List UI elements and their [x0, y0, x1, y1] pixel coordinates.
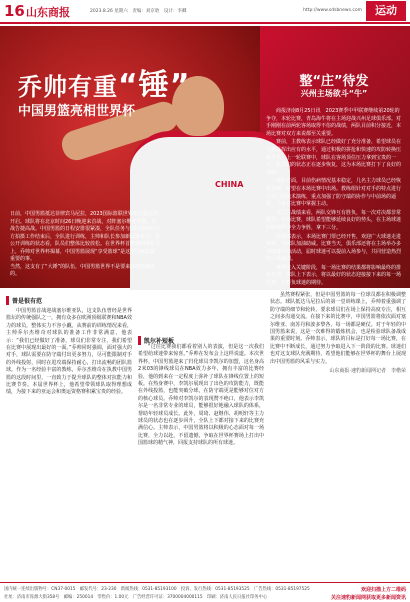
column-text: 虽然赛程紧张，但是中国男篮的每一位球员都在积极调整状态。球队抵达马尼拉后的第一堂训练课上，乔帅着重强调了防守端的细节和轮转，要求球员们在场上保持高度专注，相互之间多沟通交流。在接下来的比赛中，中国男篮将依次面对塞尔维亚、南苏丹和波多黎各，每一场都是硬仗。对于年轻的中国男篮来说，这是一次难得的锻炼机会，也是检验球队备战成果的重要时刻。乔帅表示，球队的目标是打好每一场比赛，在比赛中不断成长，通过努力争取进入下一阶段的比赛。球迷们也对这支球队充满期待，希望他们能够在世界杯的舞台上展现出中国男篮的风采与实力。: [270, 292, 406, 365]
sidebar-paragraph: 球队方面，目前伤病情况基本稳定，几名主力球员已经恢复合练，有望在本场比赛中出场。教练组针对对手的特点进行了专门的战术演练，重点加强了防守端的协作与中前场的逼抢，力求在比赛中掌握主动。: [266, 178, 402, 208]
footer-info-row: 国内统一连续出版物号：CN37-0015 邮发代号：23-230 新闻热线：0531-85193100 投诉、发行热线：0531-85193525 广告热线：0531-85197525: [4, 587, 310, 592]
article-column-2: [138, 332, 264, 448]
article-credit: 山东商报·速豹新闻网记者 李楷荣: [329, 368, 406, 375]
sidebar-subtitle: 兴州主场欲斗“牛”: [300, 89, 368, 98]
section-heading-2: 凯尔补短板: [138, 336, 174, 345]
headline: [18, 60, 190, 104]
sidebar-title: 整“庄”待发: [299, 74, 369, 89]
footer-slogan: 欢迎扫描上方二维码: [360, 587, 406, 593]
article-column-1: [6, 296, 132, 397]
column-text: 中国男篮首战迎战塞尔维亚队，这支队伍曾经是世界篮坛的传统强队之一，拥有众多在欧洲顶级联赛和NBA效力的球员，整体实力不容小觑。从赛前的训练情况来看，主帅乔尔杰维奇对球队的准备工作非常满意，他表示：“我们已经做好了准备，球员们非常专注，我们希望在比赛中展现出最好的一面。”乔帅同时强调，面对强大的对手，球队需要在防守端付出更多努力，尽可能限制对手的外线投射，同时在进攻端保持耐心，打出流畅的团队篮球。作为一名经验丰富的教练，乔尔杰维奇在执教中国男篮的这段时间里，一直致力于提升球队的整体对抗能力和比赛节奏。本届世界杯上，他希望带领球队取得理想成绩，为接下来的亚运会和奥运资格赛积累宝贵的经验。: [6, 308, 132, 396]
sidebar-paragraph: 商报济南8月25日讯 2023赛季中甲联赛继续第20轮的争夺，本轮比赛，青岛海牛将在主场迎战兴州足球俱乐部。对手刚刚在前两轮客场取得不俗的战绩，两队目前积分接近，本场比赛对双方来说都至关重要。: [266, 108, 402, 137]
sidebar-paragraph: 从过往战绩来看，两队交锋互有胜负，每一次对决都非常激烈。本场比赛，球队希望能够延续良好的势头，在主场球迷的助威声中全力争胜，拿下三分。: [266, 209, 402, 231]
column-text: “过往比赛我们都看着别人的表演，但是这一次我们希望给球迷带来惊喜。”乔帅在发布会上这样说道。本次世界杯，中国男篮迎来了归化球员李凯尔的加盟，这名身高2米03的锋线球员在NBA效力多年，拥有丰富的比赛经验，他的到来在一定程度上弥补了球队在锋线位置上的短板。在热身赛中，李凯尔展现出了出色的攻防能力，既能在外线投篮，也能突破分球，在防守端更是能够对位对方的核心球员。乔帅对李凯尔的表现赞不绝口，他表示李凯尔是一名非常专业的球员，能够很好地融入球队的体系，帮助年轻球员成长。此外，周琦、赵继伟、胡明轩等主力球员的状态也在逐步回升，全队上下都对接下来的比赛充满信心。主帅表示，中国男篮将以积极的心态面对每一场比赛，全力以赴，不留遗憾，争取在世界杯赛场上打出中国篮球的精气神，回报支持球队的所有球迷。: [138, 344, 264, 447]
paper-name: 山东商报: [26, 6, 70, 19]
page-number: 16: [4, 2, 25, 20]
masthead: [0, 0, 410, 24]
sidebar-article: [266, 108, 404, 289]
section-tag: 运动: [366, 1, 406, 21]
photo-caption: [10, 211, 160, 279]
headline-subtitle: 中国男篮亮相世界杯: [18, 104, 136, 119]
caption-text: 日前，中国男篮抵达菲律宾马尼拉，2023国际篮联世界杯之旅正式开启。球队将在北京时间26日晚迎来首战，对阵塞尔维亚男篮，首战告捷高战。中国男篮的日程安排很紧凑，全队任务与国际篮联的官方拍摄工作结束后，全队进行训练，主帅和队长参加新闻发布会。从公开训练的状态看，队员们整体比较放松。在世界杯首场赛前发布会上，乔帅对世界杯揭幕，中国男篮展现“享受篮球”是这支国家队最重要的事。: [10, 211, 161, 262]
issue-meta: 2023.8.26 星期六 责编：刘京晗 设计：李卿: [90, 9, 187, 14]
headline-prefix: 乔帅有重: [18, 73, 118, 101]
footer: [0, 582, 410, 602]
sidebar-paragraph: 赛前，主教练表示球队已经做好了充分准备，希望球员在主场发挥出应有的水平，通过积极的拼抢和快速的攻防转换压制对手。上一轮联赛中，球队在客场顶住压力拿到宝贵的一分，队员们的状态正在逐步恢复，这为本场比赛打下了良好的基础。: [266, 139, 402, 176]
shirt-label: CHINA: [215, 180, 244, 189]
article-column-3: [270, 290, 406, 375]
section-heading-1: 曾是很有范: [6, 296, 42, 305]
headline-big: “锤”: [118, 68, 191, 103]
footer-info-row: 社址：济南市泺源大街358号 邮编：250014 零售价：1.00元 广告经营许可证：3700004000115 印刷：济南人民日报社印务中心: [4, 595, 268, 600]
sidebar-paragraph: 俱乐部表示，本场比赛门票已经开售，欢迎广大球迷走进球场，为球队加油助威。比赛当天，俱乐部还将在主场举办多项球迷互动活动，届时球迷可以提前入场参与，共同营造热烈的主场氛围。: [266, 233, 402, 263]
sidebar-paragraph: 赛季进入关键阶段，每一场比赛的结果都将影响最终的排名走势。球队上下表示，将以最好的状态迎接接下来的每一场比赛，不辜负球迷的期待。: [266, 264, 402, 287]
hero-photo: [0, 26, 410, 288]
website-link[interactable]: http://www.sdsbnews.com: [303, 8, 362, 13]
caption-text-2: 当然，这支有了“大锤”的队伍，中国男篮世界不是要来菲律宾旅游的。: [10, 263, 156, 277]
footer-slogan: 关注速豹新闻网获取更多新闻资讯: [330, 595, 406, 601]
